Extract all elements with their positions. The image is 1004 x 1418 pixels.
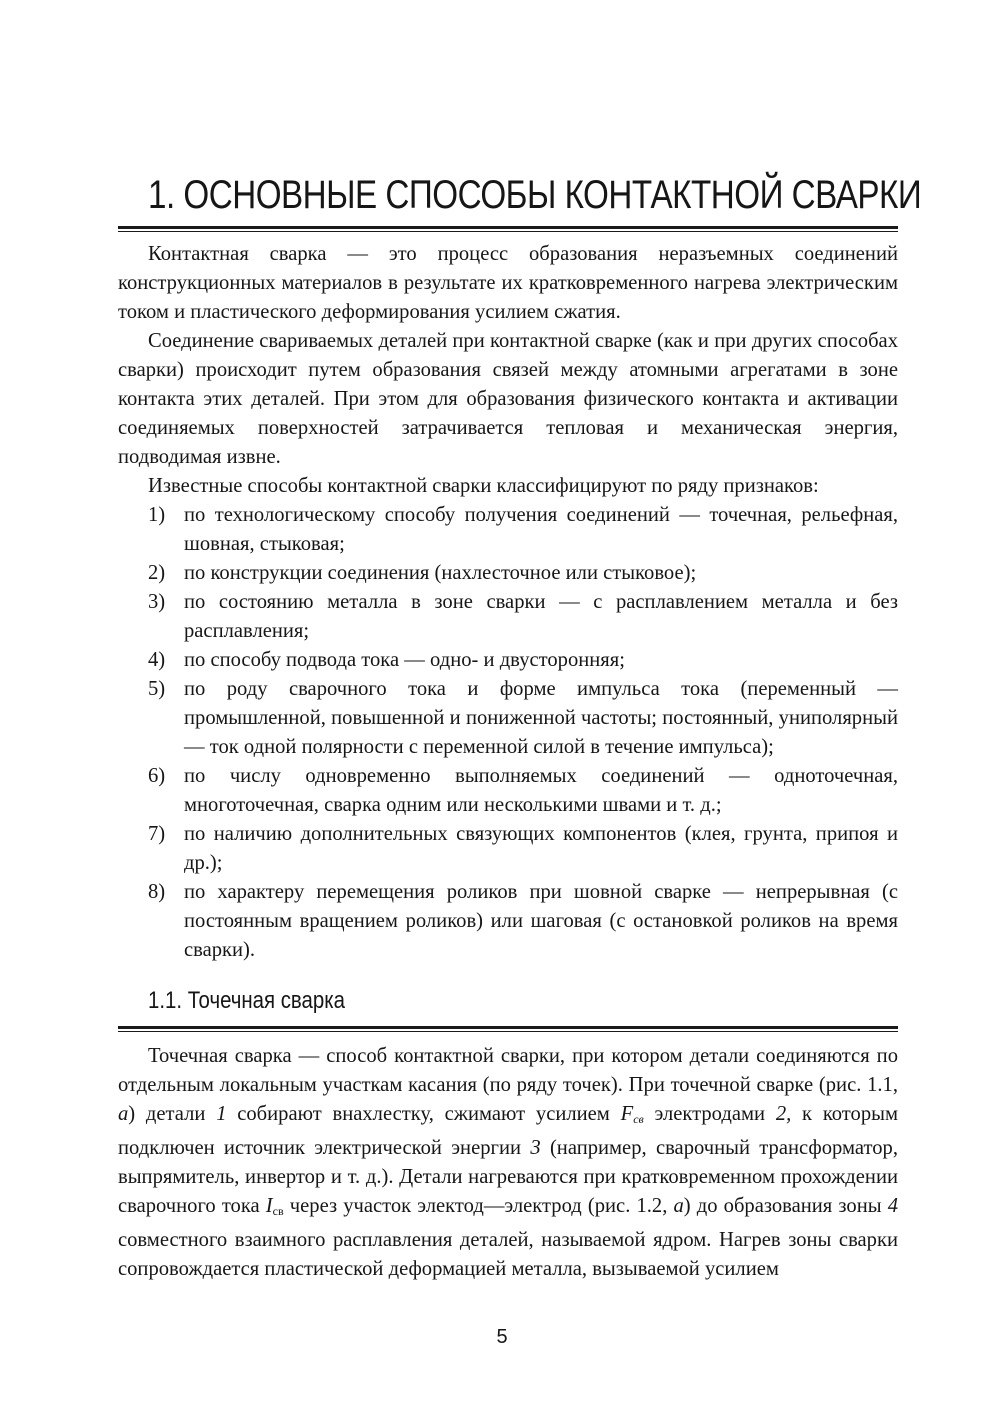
list-item: 1) по технологическому способу получения соединений — точечная, рельефная, шовная, стыковая; — [148, 504, 898, 555]
intro-paragraph-2: Соединение свариваемых деталей при контактной сварке (как и при других способах сварки) происходит путем образования связей между атомными агрегатами в зоне контакта этих деталей. При этом для образования физического контакта и активации соединяемых поверхностей затрачивается тепловая и механическая энергия, подводимая извне. — [118, 330, 898, 468]
list-item: 6) по числу одновременно выполняемых соединений — одноточечная, многоточечная, сварка одним или несколькими швами и т. д.; — [148, 765, 898, 816]
list-item: 4) по способу подвода тока — одно- и двусторонняя; — [148, 649, 625, 671]
chapter-title: 1. ОСНОВНЫЕ СПОСОБЫ КОНТАКТНОЙ СВАРКИ — [148, 173, 922, 217]
list-item: 3) по состоянию металла в зоне сварки — с расплавлением металла и без расплавления; — [148, 591, 898, 642]
classification-intro: Известные способы контактной сварки классифицируют по ряду признаков: — [148, 475, 819, 497]
list-item: 7) по наличию дополнительных связующих компонентов (клея, грунта, припоя и др.); — [148, 823, 898, 874]
section-title-rule — [118, 1026, 898, 1029]
page-number: 5 — [496, 1326, 508, 1348]
intro-text — [118, 240, 898, 965]
intro-paragraph-1: Контактная сварка — это процесс образования неразъемных соединений конструкционных материалов в результате их кратковременного нагрева электрическим током и пластического деформирования усилием сжатия. — [118, 243, 898, 323]
classification-list — [118, 501, 898, 965]
list-item: 2) по конструкции соединения (нахлесточное или стыковое); — [148, 562, 697, 584]
section-text — [118, 1042, 898, 1284]
section-title: 1.1. Точечная сварка — [148, 987, 345, 1014]
chapter-title-rule — [118, 226, 898, 229]
list-item: 8) по характеру перемещения роликов при шовной сварке — непрерывная (с постоянным вращением роликов) или шаговая (с остановкой роликов на время сварки). — [148, 881, 898, 961]
list-item: 5) по роду сварочного тока и форме импульса тока (переменный — промышленной, повышенной и пониженной частоты; постоянный, униполярный — ток одной полярности с переменной силой в течение импульса); — [148, 678, 898, 758]
section-paragraph: Точечная сварка — способ контактной сварки, при котором детали соединяются по отдельным локальным участкам касания (по ряду точек). При точечной сварке (рис. 1.1, а) детали 1 собирают внахлестку, сжимают усилием $F_{св}$ электродами 2, к которым подключен источник электрической энергии 3 (например, сварочный трансформатор, выпрямитель, инвертор и т. д.). Детали нагреваются при кратковременном прохождении сварочного тока $I_{св}$ через участок электод—электрод (рис. 1.2, а) до образования зоны 4 совместного взаимного расплавления деталей, называемой ядром. Нагрев зоны сварки сопровождается пластической деформацией металла, вызываемой усилием — [118, 1045, 899, 1280]
current-symbol: I — [265, 1195, 273, 1217]
force-symbol: F — [620, 1103, 634, 1125]
